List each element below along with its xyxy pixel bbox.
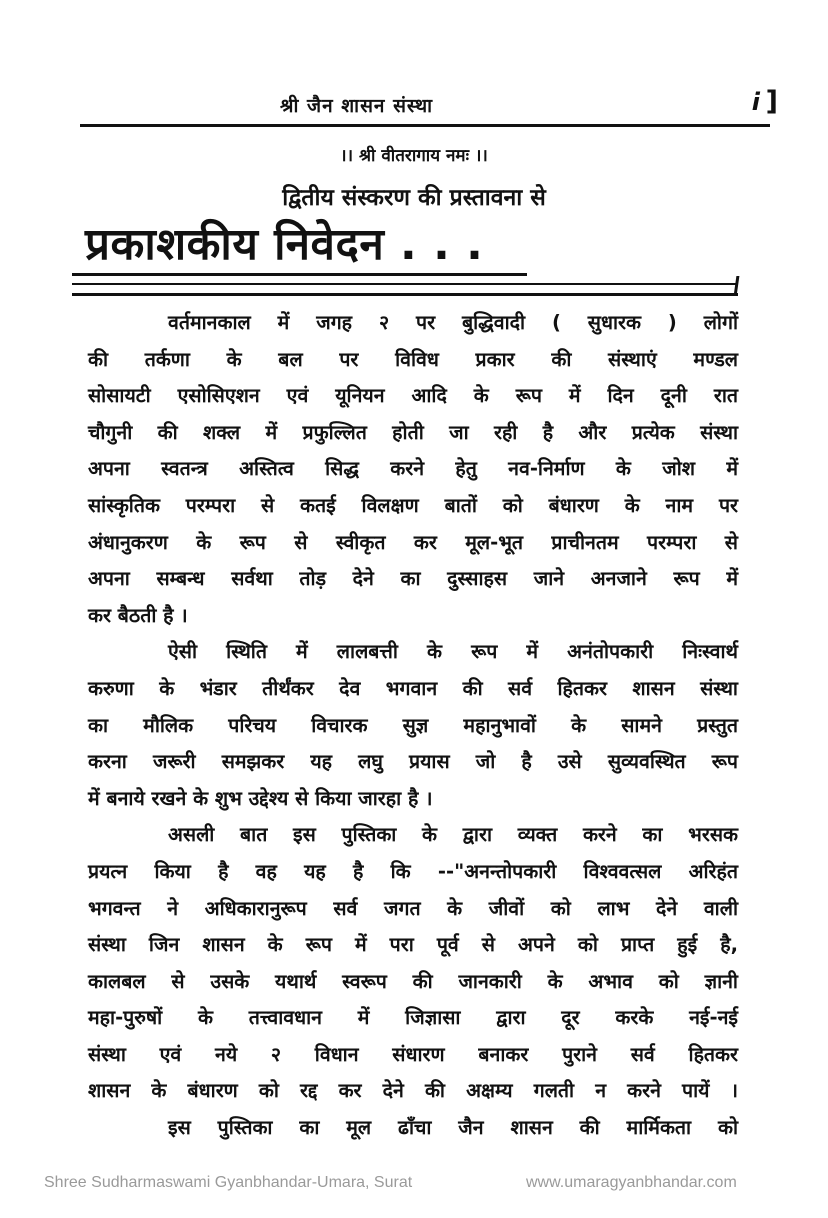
footer-website-link[interactable]: www.umaragyanbhandar.com [526, 1174, 737, 1191]
text-line: असली बात इस पुस्तिका के द्वारा व्यक्त करने का भरसक [168, 823, 738, 847]
title-underline-rule [72, 273, 527, 276]
text-line: अपना स्वतन्त्र अस्तित्व सिद्ध करने हेतु नव-निर्माण के जोश में [88, 457, 738, 481]
text-line: ऐसी स्थिति में लालबत्ती के रूप में अनंतोपकारी निःस्वार्थ [168, 640, 738, 664]
double-rule-bottom [72, 293, 738, 296]
preface-body [88, 305, 738, 1147]
text-line: अंधानुकरण के रूप से स्वीकृत कर मूल-भूत प्राचीनतम परम्परा से [88, 530, 738, 554]
page-title: प्रकाशकीय निवेदन . . . [85, 219, 484, 270]
text-line: संस्था जिन शासन के रूप में परा पूर्व से अपने को प्राप्त हुई है, [88, 933, 738, 957]
text-line: वर्तमानकाल में जगह २ पर बुद्धिवादी ( सुधारक ) लोगों [168, 311, 738, 334]
text-line: की तर्कणा के बल पर विविध प्रकार की संस्थाएं मण्डल [88, 347, 738, 371]
text-line: कर बैठती है । [88, 603, 188, 627]
text-line: महा-पुरुषों के तत्त्वावधान में जिज्ञासा द्वारा दूर करके नई-नई [88, 1006, 738, 1030]
page-number: i [751, 88, 760, 116]
footer-library-name: Shree Sudharmaswami Gyanbhandar-Umara, Surat [44, 1174, 413, 1191]
running-title: श्री जैन शासन संस्था [280, 95, 434, 117]
text-line: सोसायटी एसोसिएशन एवं यूनियन आदि के रूप में दिन दूनी रात [88, 384, 738, 408]
text-line: संस्था एवं नये २ विधान संधारण बनाकर पुराने सर्व हितकर [88, 1042, 738, 1066]
text-line: सांस्कृतिक परम्परा से कतई विलक्षण बातों को बंधारण के नाम पर [88, 493, 738, 517]
text-line: भगवन्त ने अधिकारानुरूप सर्व जगत के जीवों को लाभ देने वाली [88, 896, 738, 920]
subtitle: द्वितीय संस्करण की प्रस्तावना से [282, 185, 546, 211]
text-line: करना जरूरी समझकर यह लघु प्रयास जो है उसे सुव्यवस्थित रूप [88, 750, 738, 774]
header-rule [80, 124, 770, 127]
text-line: अपना सम्बन्ध सर्वथा तोड़ देने का दुस्साहस जाने अनजाने रूप में [88, 567, 738, 591]
text-line: का मौलिक परिचय विचारक सुज्ञ महानुभावों के सामने प्रस्तुत [88, 713, 738, 737]
text-line: प्रयत्न किया है वह यह है कि --"अनन्तोपकारी विश्ववत्सल अरिहंत [88, 859, 738, 883]
text-line: इस पुस्तिका का मूल ढाँचा जैन शासन की मार्मिकता को [168, 1116, 738, 1140]
text-line: चौगुनी की शक्ल में प्रफुल्लित होती जा रही है और प्रत्येक संस्था [88, 420, 738, 444]
running-header [80, 86, 778, 122]
rule-end-hook [734, 276, 740, 296]
text-line: शासन के बंधारण को रद्द कर देने की अक्षम्य गलती न करने पायें । [88, 1079, 738, 1103]
text-line: कालबल से उसके यथार्थ स्वरूप की जानकारी के अभाव को ज्ञानी [88, 969, 738, 993]
text-line: करुणा के भंडार तीर्थंकर देव भगवान की सर्व हितकर शासन संस्था [88, 676, 738, 700]
text-line: में बनाये रखने के शुभ उद्देश्य से किया जारहा है । [88, 786, 433, 810]
double-rule-top [72, 283, 738, 285]
invocation: ।। श्री वीतरागाय नमः ।। [340, 146, 488, 166]
page-bracket: ] [765, 86, 778, 117]
